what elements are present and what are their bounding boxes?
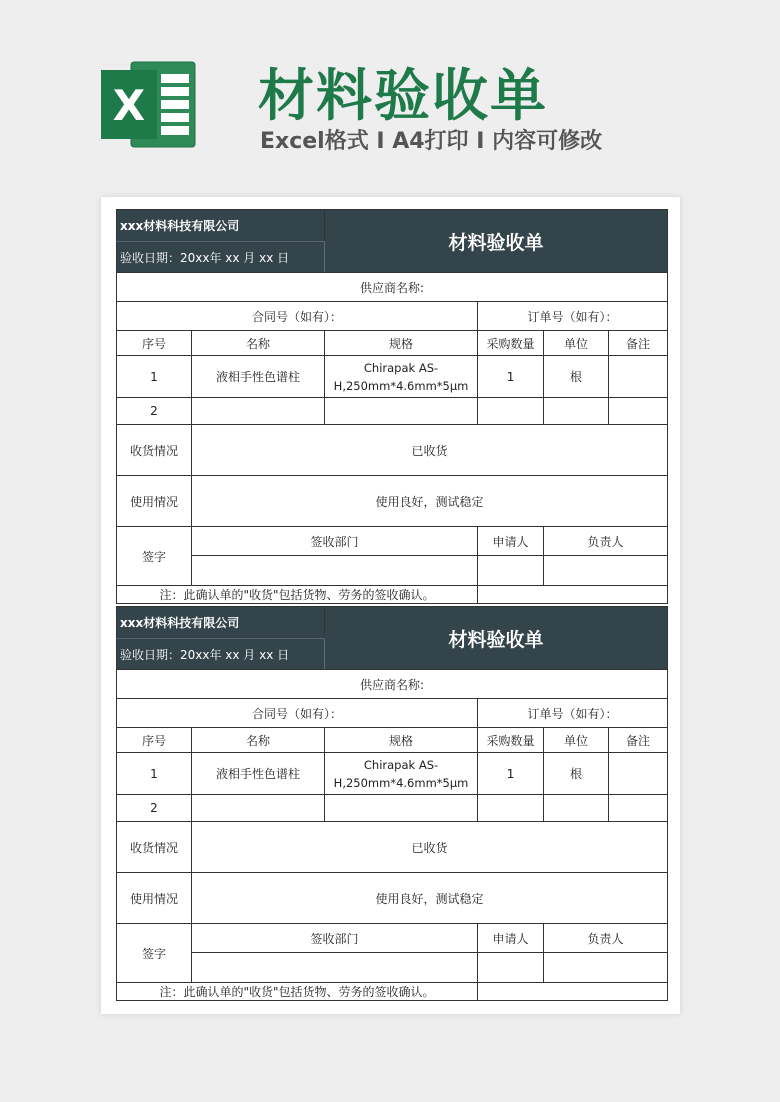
row-unit[interactable]	[544, 795, 609, 822]
row-name[interactable]	[192, 398, 325, 425]
sign-dept-label: 签收部门	[192, 924, 478, 953]
table-row	[117, 356, 668, 398]
row-remark[interactable]	[609, 795, 668, 822]
table-row	[117, 753, 668, 795]
page-header	[0, 0, 780, 185]
row-qty[interactable]: 1	[478, 753, 544, 795]
row-unit[interactable]	[544, 398, 609, 425]
row-remark[interactable]	[609, 398, 668, 425]
acceptance-date: 验收日期：20xx年 xx 月 xx 日	[117, 242, 325, 273]
row-unit[interactable]: 根	[544, 356, 609, 398]
order-number-field[interactable]: 订单号（如有）：	[478, 302, 668, 331]
row-unit[interactable]: 根	[544, 753, 609, 795]
spec-line-2: H,250mm*4.6mm*5μm	[333, 775, 469, 790]
col-header-remark: 备注	[609, 728, 668, 753]
receipt-label: 收货情况	[117, 822, 192, 873]
row-name[interactable]: 液相手性色谱柱	[192, 356, 325, 398]
page-subtitle: Excel格式 I A4打印 I 内容可修改	[260, 129, 603, 154]
supplier-name-field[interactable]: 供应商名称:	[117, 273, 668, 302]
row-no: 2	[117, 398, 192, 425]
document-page	[101, 197, 680, 1014]
responsible-label: 负责人	[544, 924, 668, 953]
col-header-name: 名称	[192, 728, 325, 753]
form-note: 注：此确认单的"收货"包括货物、劳务的签收确认。	[117, 586, 478, 604]
row-spec[interactable]	[325, 753, 478, 795]
applicant-label: 申请人	[478, 924, 544, 953]
usage-value[interactable]: 使用良好，测试稳定	[192, 873, 668, 924]
company-name: xxx材料科技有限公司	[117, 607, 325, 639]
receipt-value[interactable]: 已收货	[192, 425, 668, 476]
row-spec[interactable]	[325, 398, 478, 425]
responsible-label: 负责人	[544, 527, 668, 556]
order-number-field[interactable]: 订单号（如有）：	[478, 699, 668, 728]
acceptance-form-1	[116, 209, 667, 604]
spec-line-1: Chirapak AS-	[363, 360, 439, 375]
form-title: 材料验收单	[325, 210, 668, 273]
row-remark[interactable]	[609, 356, 668, 398]
sign-dept-field[interactable]	[192, 556, 478, 586]
note-blank	[478, 586, 668, 604]
row-qty[interactable]	[478, 398, 544, 425]
contract-number-field[interactable]: 合同号（如有）：	[117, 699, 478, 728]
svg-text:X: X	[112, 81, 146, 130]
sign-dept-label: 签收部门	[192, 527, 478, 556]
row-remark[interactable]	[609, 753, 668, 795]
col-header-remark: 备注	[609, 331, 668, 356]
col-header-spec: 规格	[325, 331, 478, 356]
row-name[interactable]: 液相手性色谱柱	[192, 753, 325, 795]
receipt-value[interactable]: 已收货	[192, 822, 668, 873]
col-header-no: 序号	[117, 331, 192, 356]
spec-line-2: H,250mm*4.6mm*5μm	[333, 378, 469, 393]
form-title: 材料验收单	[325, 607, 668, 670]
row-qty[interactable]	[478, 795, 544, 822]
sign-dept-field[interactable]	[192, 953, 478, 983]
sign-label: 签字	[117, 924, 192, 983]
col-header-name: 名称	[192, 331, 325, 356]
row-no: 1	[117, 753, 192, 795]
applicant-field[interactable]	[478, 556, 544, 586]
company-name: xxx材料科技有限公司	[117, 210, 325, 242]
row-no: 2	[117, 795, 192, 822]
applicant-label: 申请人	[478, 527, 544, 556]
usage-label: 使用情况	[117, 873, 192, 924]
table-row	[117, 795, 668, 822]
row-qty[interactable]: 1	[478, 356, 544, 398]
usage-label: 使用情况	[117, 476, 192, 527]
table-row	[117, 398, 668, 425]
row-spec[interactable]	[325, 356, 478, 398]
col-header-no: 序号	[117, 728, 192, 753]
acceptance-form-2	[116, 606, 667, 1001]
col-header-spec: 规格	[325, 728, 478, 753]
row-no: 1	[117, 356, 192, 398]
acceptance-date: 验收日期：20xx年 xx 月 xx 日	[117, 639, 325, 670]
col-header-unit: 单位	[544, 331, 609, 356]
col-header-qty: 采购数量	[478, 331, 544, 356]
applicant-field[interactable]	[478, 953, 544, 983]
form-note: 注：此确认单的"收货"包括货物、劳务的签收确认。	[117, 983, 478, 1001]
col-header-qty: 采购数量	[478, 728, 544, 753]
row-name[interactable]	[192, 795, 325, 822]
page-title: 材料验收单	[258, 64, 548, 129]
supplier-name-field[interactable]: 供应商名称:	[117, 670, 668, 699]
responsible-field[interactable]	[544, 953, 668, 983]
excel-logo-icon	[101, 58, 197, 151]
note-blank	[478, 983, 668, 1001]
usage-value[interactable]: 使用良好，测试稳定	[192, 476, 668, 527]
receipt-label: 收货情况	[117, 425, 192, 476]
responsible-field[interactable]	[544, 556, 668, 586]
col-header-unit: 单位	[544, 728, 609, 753]
spec-line-1: Chirapak AS-	[363, 757, 439, 772]
contract-number-field[interactable]: 合同号（如有）：	[117, 302, 478, 331]
row-spec[interactable]	[325, 795, 478, 822]
sign-label: 签字	[117, 527, 192, 586]
